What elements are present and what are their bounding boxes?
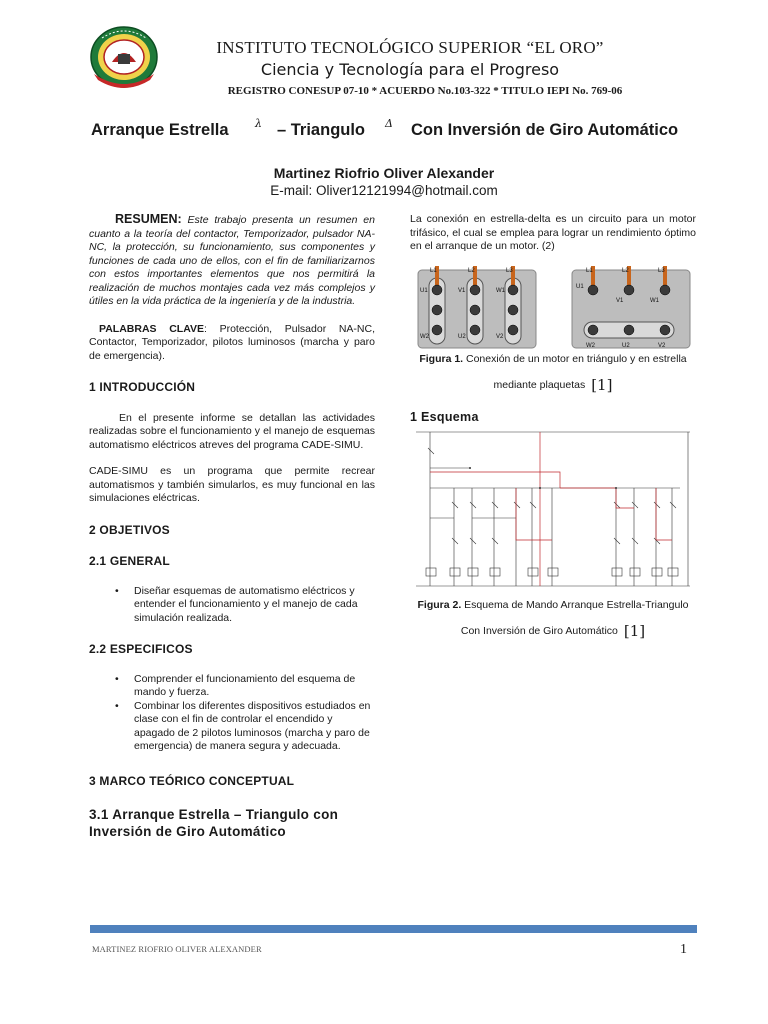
keywords-label: PALABRAS CLAVE — [99, 322, 205, 335]
figure-2-caption — [410, 592, 696, 644]
label-w1-right: W1 — [650, 298, 659, 304]
label-l3-left: L3 — [506, 268, 513, 274]
label-l1-right: L1 — [586, 268, 593, 274]
title-part-1: Arranque Estrella — [91, 121, 229, 139]
institution-registry: REGISTRO CONESUP 07-10 * ACUERDO No.103-322 * TITULO IEPI No. 769-06 — [227, 85, 623, 97]
especificos-list — [115, 673, 375, 754]
left-column — [89, 213, 375, 840]
page-number: 1 — [680, 942, 687, 957]
label-u1-left: U1 — [420, 288, 428, 294]
section-heading-general: 2.1 GENERAL — [89, 554, 170, 568]
list-item: • Diseñar esquemas de automatismo eléctricos y entender el funcionamiento y el manejo de cada simulación realizada. — [115, 585, 375, 626]
figure-2-caption-text: Esquema de Mando Arranque Estrella-Triangulo Con Inversión de Giro Automático — [460, 599, 689, 637]
subsection-heading-3-1: 3.1 Arranque Estrella – Triangulo con Inversión de Giro Automático — [89, 807, 339, 839]
label-u2-right: U2 — [622, 343, 630, 349]
label-l2-right: L2 — [622, 268, 629, 274]
abstract-text: Este trabajo presenta un resumen en cuanto a la teoría del contactor, Temporizador, pulsador NA-NC, la protección, su funcionamiento, sus componentes y funciones de cada uno de ellos, con el fin de familiarizarnos con estos importantes elementos que nos permitirá la realización de muchos montajes cada vez más complejos y útiles en la vida práctica de la ingeniería y de la industria. — [89, 214, 375, 307]
footer-author: MARTINEZ RIOFRIO OLIVER ALEXANDER — [92, 944, 262, 954]
footer-rule — [90, 925, 697, 933]
label-w2-left: W2 — [420, 334, 429, 340]
figure-1-terminal-plates — [416, 266, 692, 350]
figure-2-control-schematic — [410, 428, 696, 592]
section-heading-esquema: 1 Esquema — [410, 410, 479, 424]
keywords-text: : Protección, Pulsador NA-NC, Contactor, Temporizador, pilotos luminosos (marcha y paro de emergencia). — [89, 322, 375, 362]
right-intro-paragraph: La conexión en estrella-delta es un circuito para un motor trifásico, el cual se emplea para lograr un rendimiento óptimo en el arranque de un motor. (2) — [410, 213, 696, 252]
label-l3-right: L3 — [658, 268, 665, 274]
label-v2-left: V2 — [496, 334, 504, 340]
label-w1-left: W1 — [496, 288, 505, 294]
keywords — [89, 323, 375, 364]
section-heading-objetivos: 2 OBJETIVOS — [89, 522, 170, 537]
section-heading-marco: 3 MARCO TEÓRICO CONCEPTUAL — [89, 773, 295, 788]
abstract — [89, 213, 375, 309]
intro-paragraph-1: En el presente informe se detallan las actividades realizadas sobre el funcionamiento y el manejo de esquemas automatismo eléctricos atreves del programa CADE-SIMU. — [89, 411, 375, 451]
figure-1-label: Figura 1. — [419, 353, 464, 365]
figure-1-caption — [410, 346, 696, 398]
list-item: • Comprender el funcionamiento del esquema de mando y fuerza. — [115, 673, 375, 700]
label-v1-left: V1 — [458, 288, 466, 294]
title-part-3: Con Inversión de Giro Automático — [411, 121, 679, 139]
title-part-2: – Triangulo — [277, 121, 366, 139]
author-name: Martinez Riofrio Oliver Alexander — [273, 165, 495, 181]
section-heading-especificos: 2.2 ESPECIFICOS — [89, 642, 193, 656]
figure-2-label: Figura 2. — [417, 599, 462, 611]
label-l2-left: L2 — [468, 268, 475, 274]
delta-symbol: Δ — [385, 117, 393, 130]
paper-title — [91, 117, 711, 145]
label-v2-right: V2 — [658, 343, 666, 349]
figure-1-caption-text: Conexión de un motor en triángulo y en estrella mediante plaquetas — [463, 353, 687, 391]
figure-1-reference: [1] — [591, 376, 613, 395]
star-symbol: λ — [255, 117, 262, 130]
label-l1-left: L1 — [430, 268, 437, 274]
label-u2-left: U2 — [458, 334, 466, 340]
institution-name: INSTITUTO TECNOLÓGICO SUPERIOR “EL ORO” — [216, 38, 604, 57]
label-w2-right: W2 — [586, 343, 595, 349]
intro-paragraph-2: CADE-SIMU es un programa que permite recrear automatismos y también simularlos, es muy funcional en las simulaciones eléctricas. — [89, 465, 375, 504]
abstract-label: RESUMEN: — [115, 212, 182, 226]
general-list — [115, 585, 375, 626]
section-heading-introduction: 1 INTRODUCCIÓN — [89, 380, 196, 394]
author-email: E-mail: Oliver12121994@hotmail.com — [270, 183, 498, 198]
figure-2-reference: [1] — [623, 622, 646, 641]
list-item: • Combinar los diferentes dispositivos estudiados en clase con el fin de controlar el encendido y apagado de 2 pilotos luminosos (marcha y paro de emergencia) de manera segura y adecuada. — [115, 700, 375, 754]
label-v1-right: V1 — [616, 298, 624, 304]
institution-motto: Ciencia y Tecnología para el Progreso — [260, 60, 560, 79]
right-column — [410, 213, 696, 254]
label-u1-right: U1 — [576, 284, 584, 290]
